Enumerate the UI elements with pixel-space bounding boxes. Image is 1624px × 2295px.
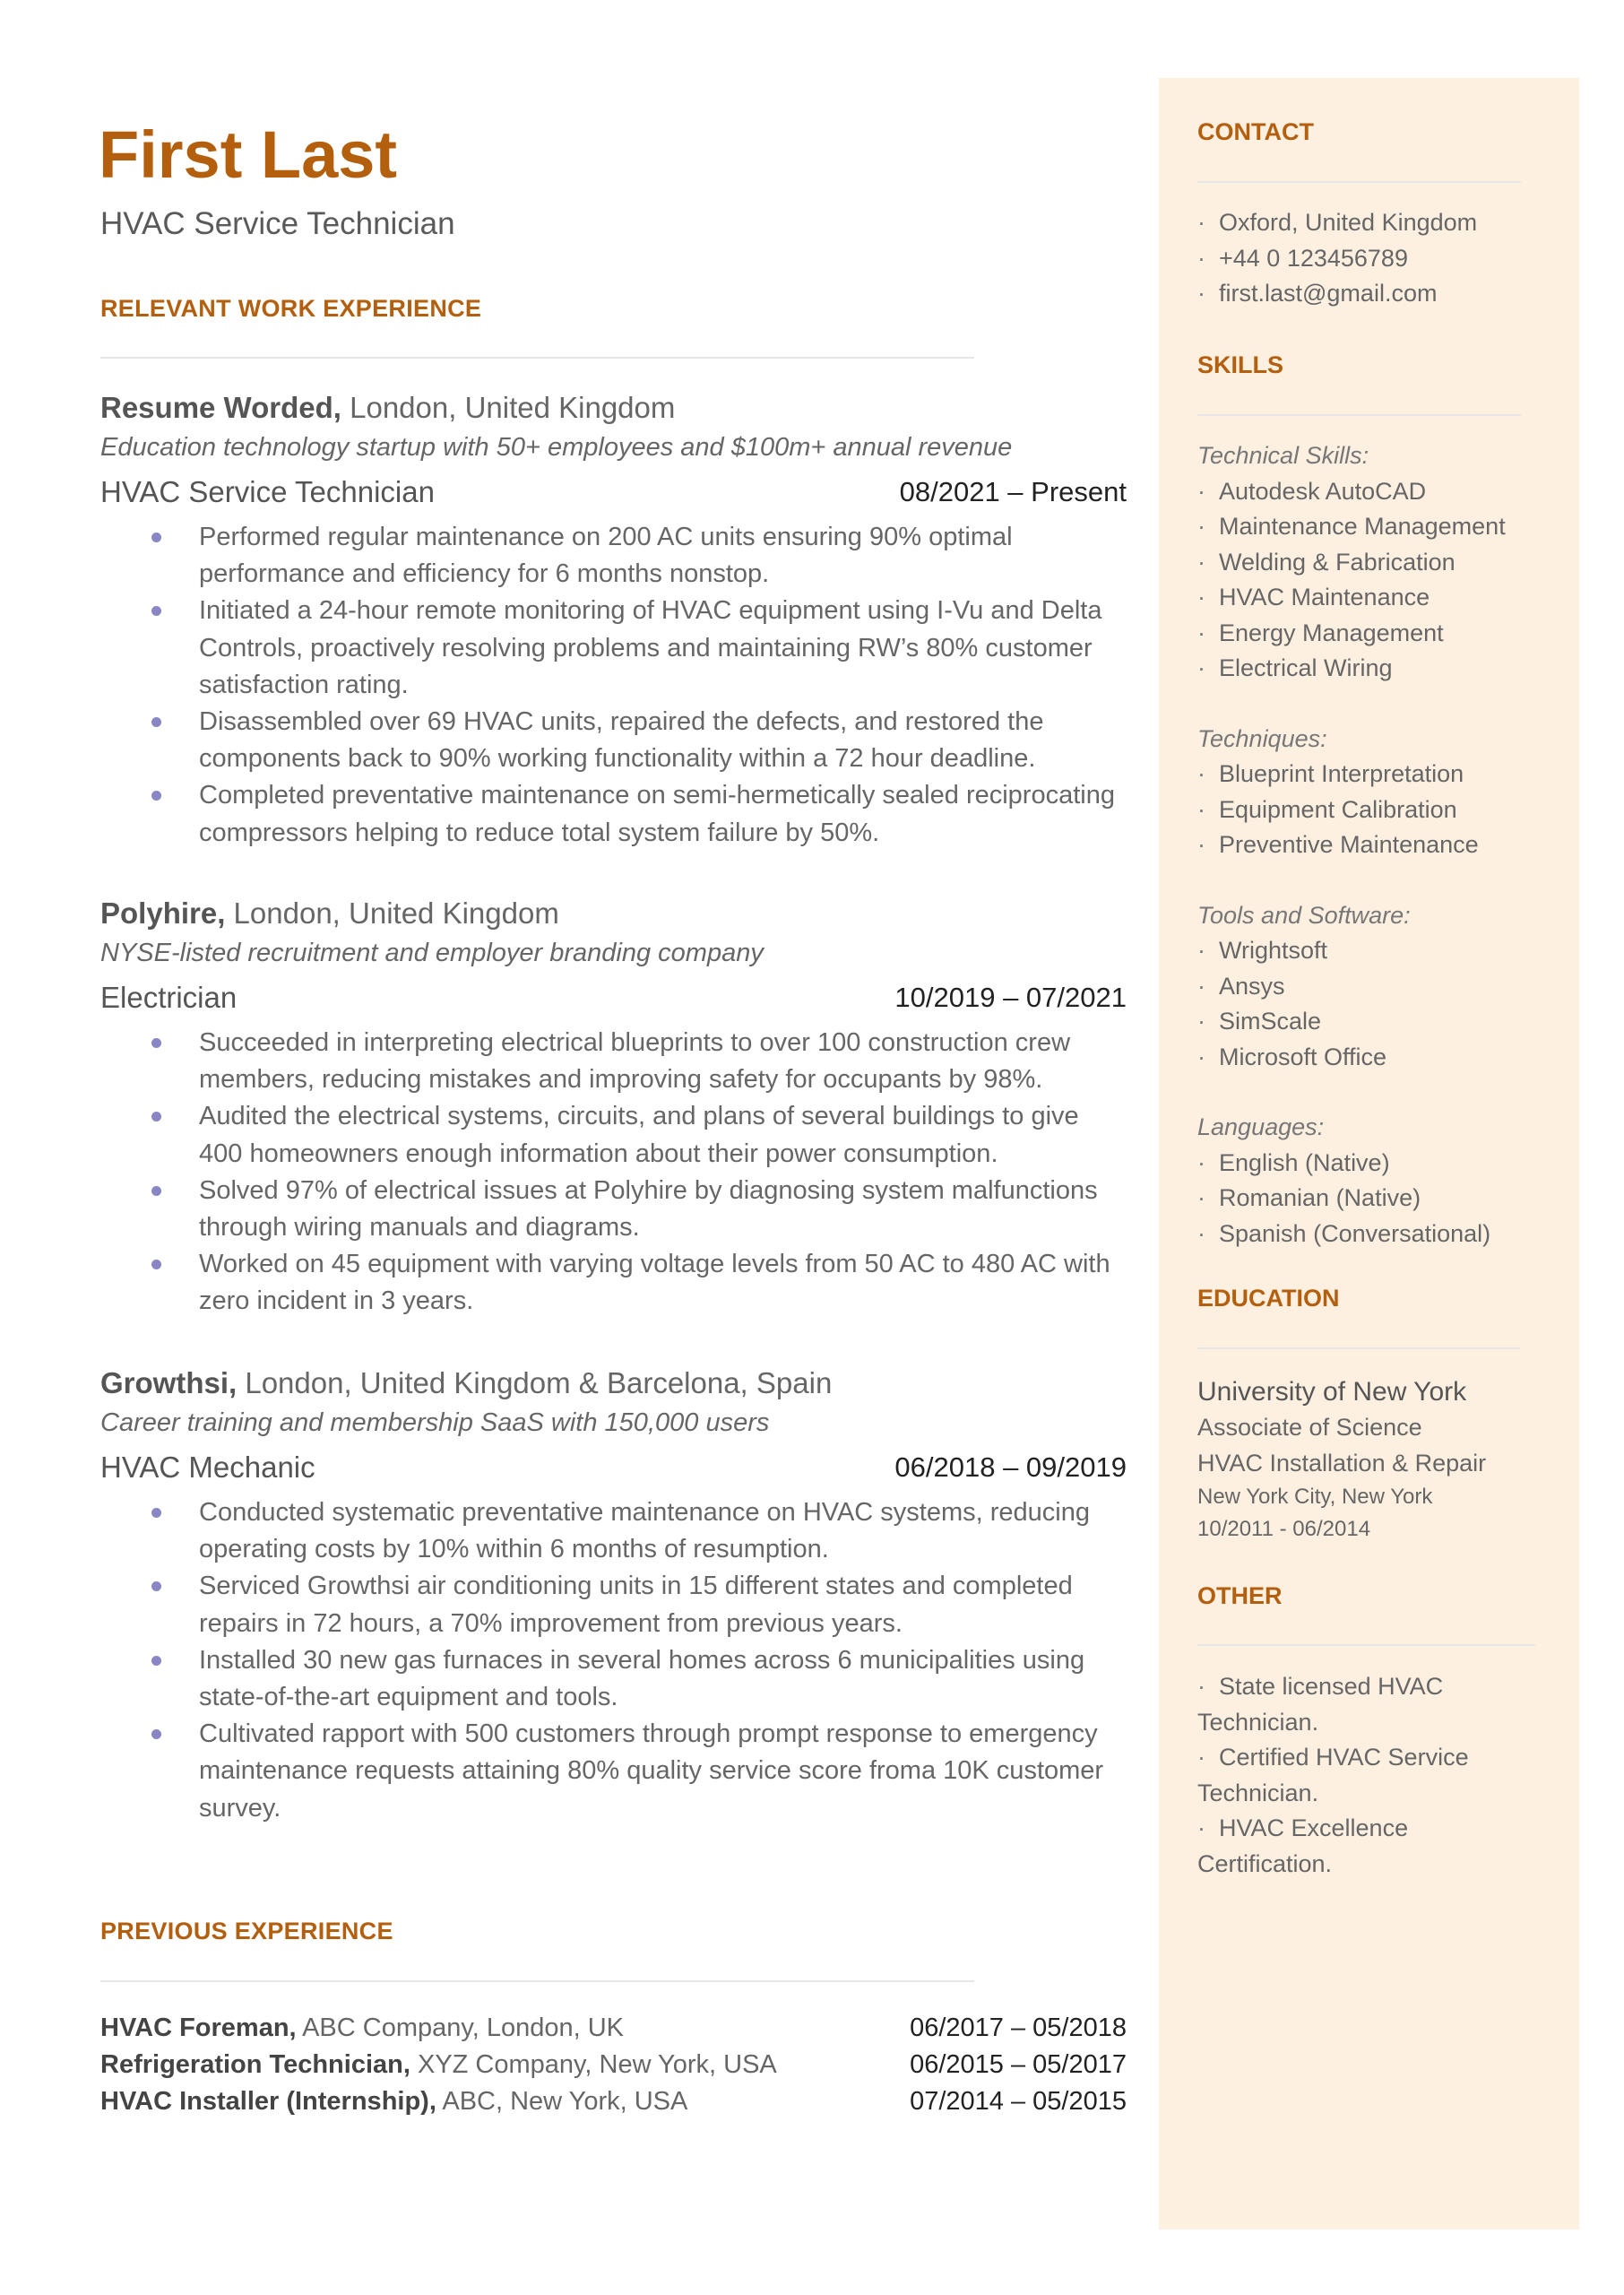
skill-item — [1197, 580, 1556, 616]
bullet-icon: · — [1197, 244, 1205, 272]
job-dates: 10/2019 – 07/2021 — [894, 982, 1127, 1013]
job-title: Electrician — [100, 981, 238, 1014]
divider — [1197, 1347, 1521, 1349]
skill-item — [1197, 474, 1556, 510]
skill-item — [1197, 616, 1556, 652]
other-item-text: HVAC Excellence Certification. — [1197, 1814, 1409, 1877]
contact-heading: CONTACT — [1197, 118, 1314, 145]
bullet-item — [100, 1246, 1127, 1320]
company-line — [100, 388, 1127, 428]
bullet-icon: · — [1197, 1673, 1205, 1700]
skill-item — [1197, 509, 1556, 545]
other-item-text: Certified HVAC Service Technician. — [1197, 1744, 1469, 1806]
job-entry — [100, 388, 1127, 852]
skill-category: Tools and Software: — [1197, 901, 1411, 929]
bullet-item — [100, 777, 1127, 851]
divider — [100, 1980, 974, 1982]
skill-item — [1197, 1040, 1556, 1076]
skill-item-text: Equipment Calibration — [1219, 795, 1457, 823]
bullet-icon: · — [1197, 937, 1205, 964]
work-experience-heading: RELEVANT WORK EXPERIENCE — [100, 295, 482, 322]
bullet-item — [100, 1568, 1127, 1641]
bullet-text: Solved 97% of electrical issues at Polyhire by diagnosing system malfunctions through wiring manuals and diagrams. — [199, 1175, 1098, 1243]
bullet-icon: · — [1197, 1744, 1205, 1771]
bullet-text: Succeeded in interpreting electrical blueprints to over 100 construction crew members, reducing mistakes and improving safety for occupants by 98%. — [199, 1028, 1071, 1095]
previous-role-row — [100, 2047, 1127, 2083]
candidate-title: HVAC Service Technician — [100, 206, 455, 241]
bullet-icon: · — [1197, 831, 1205, 858]
company-name: Resume Worded, — [100, 391, 341, 424]
education-entry — [1197, 1374, 1556, 1546]
skill-item-text: Welding & Fabrication — [1219, 548, 1456, 576]
role-title: HVAC Foreman, — [100, 2014, 297, 2042]
divider — [1197, 1644, 1535, 1646]
job-title: HVAC Mechanic — [100, 1451, 315, 1484]
bullet-text: Audited the electrical systems, circuits, and plans of several buildings to give 400 homeowners enough information about their power consumption. — [199, 1102, 1079, 1168]
skill-item — [1197, 1004, 1556, 1040]
contact-item-text: Oxford, United Kingdom — [1219, 209, 1478, 236]
skill-item — [1197, 757, 1556, 792]
bullet-icon: · — [1197, 477, 1205, 505]
role-line — [100, 2047, 777, 2083]
skill-category: Technical Skills: — [1197, 442, 1369, 469]
bullet-icon: · — [1197, 1008, 1205, 1035]
skill-group — [1197, 438, 1556, 687]
skill-item-text: Electrical Wiring — [1219, 654, 1393, 681]
bullet-icon: · — [1197, 972, 1205, 1000]
contact-item — [1197, 276, 1556, 312]
skill-item-text: Microsoft Office — [1219, 1043, 1387, 1070]
bullet-text: Conducted systematic preventative maintenance on HVAC systems, reducing operating costs by 10% within 6 months of resumption. — [199, 1498, 1091, 1564]
skill-item-text: Energy Management — [1219, 619, 1444, 646]
company-name: Growthsi, — [100, 1366, 238, 1399]
bullet-icon: · — [1197, 795, 1205, 823]
bullet-item — [100, 1642, 1127, 1716]
bullet-item — [100, 593, 1127, 704]
skill-item-text: Maintenance Management — [1219, 513, 1506, 540]
bullet-item — [100, 1716, 1127, 1827]
bullet-icon: · — [1197, 1814, 1205, 1841]
role-org: ABC Company, London, UK — [296, 2014, 624, 2042]
role-title: Refrigeration Technician, — [100, 2050, 410, 2079]
divider — [1197, 181, 1521, 183]
job-title-row — [100, 973, 1127, 1023]
role-org: XYZ Company, New York, USA — [410, 2050, 777, 2079]
bullet-icon — [151, 606, 161, 616]
role-line — [100, 2083, 687, 2120]
bullet-text: Disassembled over 69 HVAC units, repaired the defects, and restored the components back to 90% working functionality within a 72 hour deadline. — [199, 707, 1044, 774]
skill-item-text: Autodesk AutoCAD — [1219, 477, 1427, 505]
job-entry — [100, 894, 1127, 1321]
bullet-text: Performed regular maintenance on 200 AC units ensuring 90% optimal performance and efficiency for 6 months nonstop. — [199, 523, 1013, 589]
bullet-icon: · — [1197, 1043, 1205, 1070]
bullet-icon: · — [1197, 760, 1205, 787]
skill-group — [1197, 1110, 1556, 1251]
skill-item — [1197, 545, 1556, 581]
skill-item — [1197, 969, 1556, 1005]
bullet-icon — [151, 1656, 161, 1666]
skill-item-text: Wrightsoft — [1219, 937, 1328, 964]
bullet-icon — [151, 1581, 161, 1591]
bullet-icon: · — [1197, 209, 1205, 236]
bullet-text: Completed preventative maintenance on semi-hermetically sealed reciprocating compressors helping to reduce total system failure by 50%. — [199, 781, 1115, 847]
job-dates: 08/2021 – Present — [899, 476, 1127, 507]
bullet-icon — [151, 1186, 161, 1196]
skill-item — [1197, 1146, 1556, 1182]
bullet-item — [100, 1494, 1127, 1568]
previous-role-row — [100, 2010, 1127, 2047]
previous-role-row — [100, 2083, 1127, 2120]
bullet-icon: · — [1197, 513, 1205, 540]
job-title-row — [100, 1442, 1127, 1493]
bullet-icon: · — [1197, 1148, 1205, 1176]
skill-item — [1197, 1217, 1556, 1252]
job-dates: 06/2018 – 09/2019 — [894, 1451, 1127, 1483]
skill-item-text: SimScale — [1219, 1008, 1322, 1035]
bullet-icon — [151, 791, 161, 801]
bullet-icon: · — [1197, 1219, 1205, 1247]
skill-group — [1197, 722, 1556, 863]
other-item — [1197, 1811, 1493, 1882]
bullet-icon — [151, 1112, 161, 1122]
bullet-icon: · — [1197, 280, 1205, 307]
contact-item-text: +44 0 123456789 — [1219, 244, 1408, 272]
divider — [100, 357, 974, 359]
other-item — [1197, 1740, 1493, 1811]
company-description: Career training and membership SaaS with 150,000 users — [100, 1408, 770, 1437]
other-list — [1197, 1669, 1493, 1882]
bullet-icon: · — [1197, 548, 1205, 576]
bullet-text: Cultivated rapport with 500 customers through prompt response to emergency maintenance requests attaining 80% quality service score froma 10K customer survey. — [199, 1719, 1104, 1823]
bullet-icon: · — [1197, 654, 1205, 681]
school: University of New York — [1197, 1377, 1467, 1407]
bullet-item — [100, 1098, 1127, 1172]
company-description: NYSE-listed recruitment and employer branding company — [100, 939, 764, 967]
contact-list — [1197, 205, 1556, 312]
skill-item-text: English (Native) — [1219, 1148, 1390, 1176]
bullet-icon: · — [1197, 1184, 1205, 1211]
company-description: Education technology startup with 50+ employees and $100m+ annual revenue — [100, 433, 1013, 462]
skill-category: Techniques: — [1197, 724, 1327, 752]
bullet-icon — [151, 533, 161, 542]
other-item — [1197, 1669, 1493, 1740]
skill-item — [1197, 1181, 1556, 1217]
bullet-icon — [151, 717, 161, 727]
skill-item — [1197, 827, 1556, 863]
skill-item — [1197, 792, 1556, 828]
degree: Associate of Science — [1197, 1414, 1422, 1441]
skill-item — [1197, 933, 1556, 969]
job-entry — [100, 1364, 1127, 1827]
bullet-list — [100, 1025, 1127, 1321]
contact-item — [1197, 205, 1556, 241]
job-title-row — [100, 467, 1127, 517]
skills-list — [1197, 438, 1556, 1286]
job-title: HVAC Service Technician — [100, 475, 435, 508]
skill-item-text: Spanish (Conversational) — [1219, 1219, 1491, 1247]
edu-location: New York City, New York — [1197, 1485, 1433, 1509]
skill-item-text: Preventive Maintenance — [1219, 831, 1479, 858]
company-line — [100, 894, 1127, 933]
role-dates: 06/2017 – 05/2018 — [910, 2014, 1127, 2042]
bullet-icon — [151, 1508, 161, 1518]
bullet-icon — [151, 1729, 161, 1739]
skill-category: Languages: — [1197, 1113, 1325, 1140]
previous-experience-heading: PREVIOUS EXPERIENCE — [100, 1918, 393, 1944]
company-location: London, United Kingdom & Barcelona, Spain — [237, 1366, 833, 1399]
field: HVAC Installation & Repair — [1197, 1449, 1487, 1477]
company-location: London, United Kingdom — [341, 391, 676, 424]
divider — [1197, 414, 1521, 416]
bullet-text: Worked on 45 equipment with varying voltage levels from 50 AC to 480 AC with zero incident in 3 years. — [199, 1250, 1110, 1316]
candidate-name: First Last — [99, 117, 398, 192]
skills-heading: SKILLS — [1197, 351, 1284, 378]
other-heading: OTHER — [1197, 1582, 1283, 1609]
company-name: Polyhire, — [100, 896, 226, 930]
company-location: London, United Kingdom — [225, 896, 559, 930]
company-line — [100, 1364, 1127, 1403]
role-title: HVAC Installer (Internship), — [100, 2087, 436, 2116]
bullet-icon: · — [1197, 619, 1205, 646]
skill-item-text: HVAC Maintenance — [1219, 584, 1430, 611]
contact-item-text: first.last@gmail.com — [1219, 280, 1438, 307]
role-org: ABC, New York, USA — [436, 2087, 688, 2116]
role-line — [100, 2010, 624, 2047]
role-dates: 07/2014 – 05/2015 — [910, 2087, 1127, 2116]
bullet-icon — [151, 1038, 161, 1048]
contact-item — [1197, 241, 1556, 277]
bullet-list — [100, 1494, 1127, 1827]
bullet-item — [100, 1173, 1127, 1246]
bullet-text: Installed 30 new gas furnaces in several homes across 6 municipalities using state-of-the-art equipment and tools. — [199, 1645, 1085, 1712]
other-item-text: State licensed HVAC Technician. — [1197, 1673, 1444, 1736]
role-dates: 06/2015 – 05/2017 — [910, 2050, 1127, 2079]
skill-item — [1197, 651, 1556, 687]
skill-item-text: Ansys — [1219, 972, 1285, 1000]
bullet-item — [100, 1025, 1127, 1098]
education-heading: EDUCATION — [1197, 1285, 1340, 1312]
bullet-icon: · — [1197, 584, 1205, 611]
bullet-item — [100, 519, 1127, 593]
bullet-text: Serviced Growthsi air conditioning units in 15 different states and completed repairs in 72 hours, a 70% improvement from previous years. — [199, 1572, 1073, 1638]
bullet-item — [100, 704, 1127, 777]
bullet-text: Initiated a 24-hour remote monitoring of HVAC equipment using I-Vu and Delta Controls, proactively resolving problems and maintaining RW’s 80% customer satisfaction rating. — [199, 596, 1102, 699]
skill-group — [1197, 898, 1556, 1076]
edu-dates: 10/2011 - 06/2014 — [1197, 1517, 1371, 1541]
bullet-list — [100, 519, 1127, 852]
bullet-icon — [151, 1260, 161, 1269]
skill-item-text: Blueprint Interpretation — [1219, 760, 1464, 787]
skill-item-text: Romanian (Native) — [1219, 1184, 1421, 1211]
previous-experience-list — [100, 2010, 1127, 2120]
